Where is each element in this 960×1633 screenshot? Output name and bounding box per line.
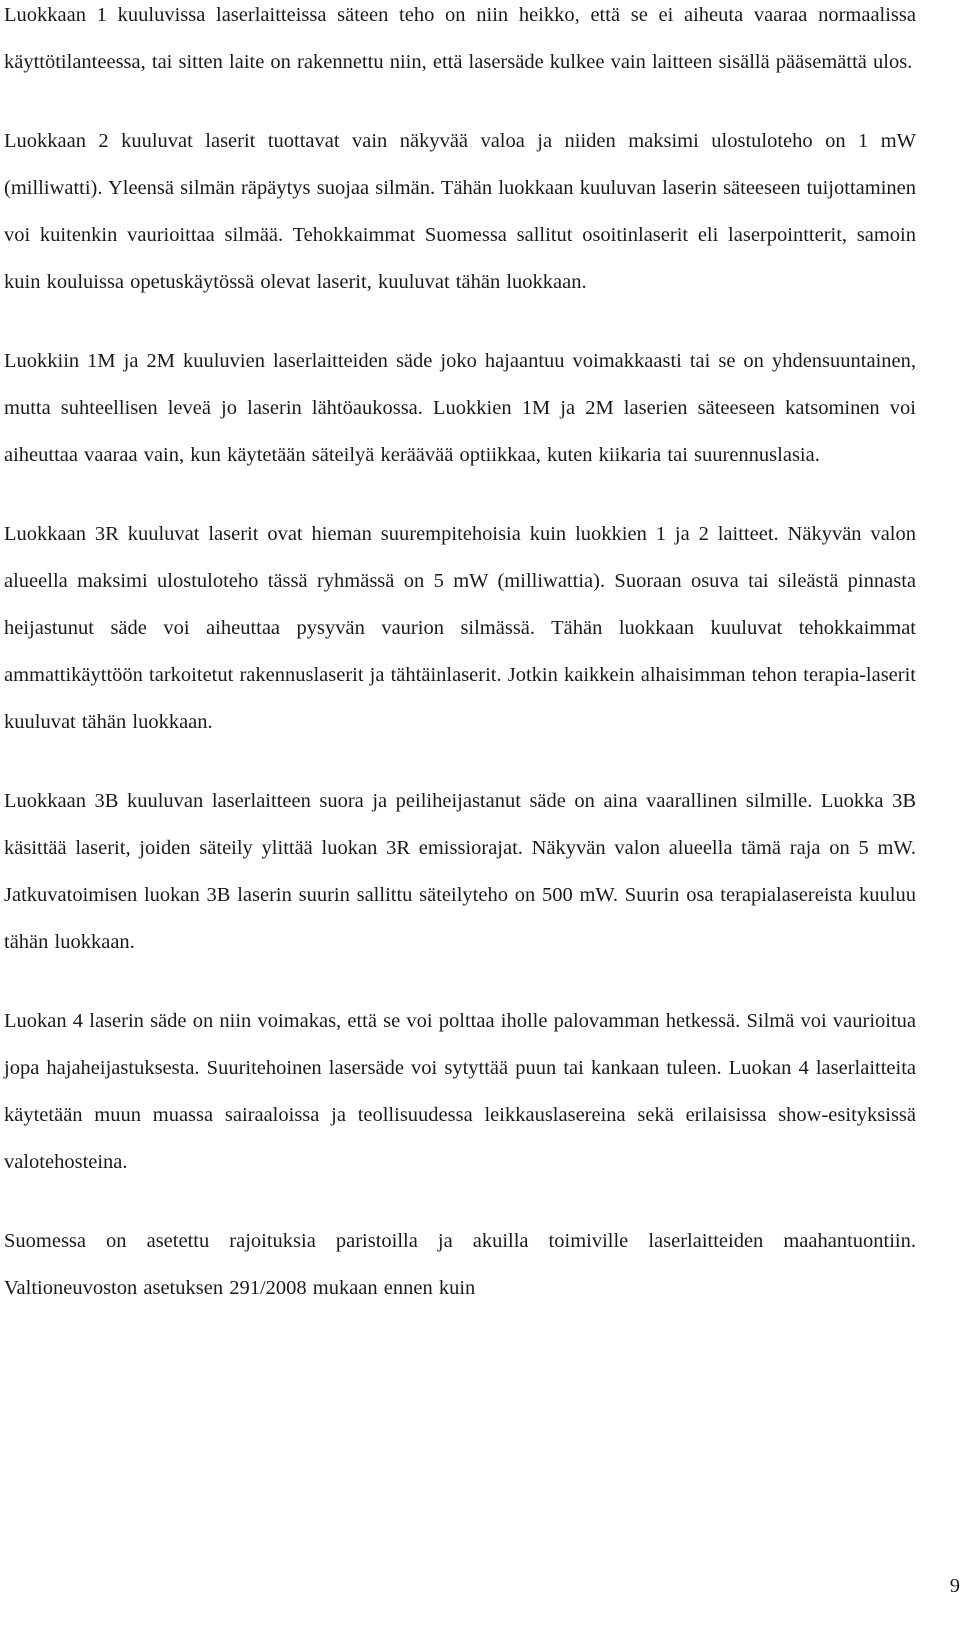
document-body — [4, 0, 916, 1344]
page-number: 9 — [949, 1575, 960, 1597]
paragraph-import-restrictions: Suomessa on asetettu rajoituksia paristoilla ja akuilla toimiville laserlaitteiden maahantuontiin. Valtioneuvoston asetuksen 291/2008 mukaan ennen kuin — [4, 1230, 916, 1299]
paragraph-class-1: Luokkaan 1 kuuluvissa laserlaitteissa säteen teho on niin heikko, että se ei aiheuta vaaraa normaalissa käyttötilanteessa, tai sitten laite on rakennettu niin, että lasersäde kulkee vain laitteen sisällä pääsemättä ulos. — [4, 4, 916, 73]
paragraph-class-4: Luokan 4 laserin säde on niin voimakas, että se voi polttaa iholle palovamman hetkessä. Silmä voi vaurioitua jopa hajaheijastuksesta. Suuritehoinen lasersäde voi sytyttää puun tai kankaan tuleen. Luokan 4 laserlaitteita käytetään muun muassa sairaaloissa ja teollisuudessa leikkauslasereina sekä erilaisissa show-esityksissä valotehosteina. — [4, 1010, 916, 1173]
paragraph-class-3r: Luokkaan 3R kuuluvat laserit ovat hieman suurempitehoisia kuin luokkien 1 ja 2 laitteet. Näkyvän valon alueella maksimi ulostuloteho tässä ryhmässä on 5 mW (milliwattia). Suoraan osuva tai sileästä pinnasta heijastunut säde voi aiheuttaa pysyvän vaurion silmässä. Tähän luokkaan kuuluvat tehokkaimmat ammattikäyttöön tarkoitetut rakennuslaserit ja tähtäinlaserit. Jotkin kaikkein alhaisimman tehon terapia-laserit kuuluvat tähän luokkaan. — [4, 523, 916, 733]
paragraph-class-1m-2m: Luokkiin 1M ja 2M kuuluvien laserlaitteiden säde joko hajaantuu voimakkaasti tai se on yhdensuuntainen, mutta suhteellisen leveä jo laserin lähtöaukossa. Luokkien 1M ja 2M laserien säteeseen katsominen voi aiheuttaa vaaraa vain, kun käytetään säteilyä keräävää optiikkaa, kuten kiikaria tai suurennuslasia. — [4, 350, 916, 466]
paragraph-class-3b: Luokkaan 3B kuuluvan laserlaitteen suora ja peiliheijastanut säde on aina vaarallinen silmille. Luokka 3B käsittää laserit, joiden säteily ylittää luokan 3R emissiorajat. Näkyvän valon alueella tämä raja on 5 mW. Jatkuvatoimisen luokan 3B laserin suurin sallittu säteilyteho on 500 mW. Suurin osa terapialasereista kuuluu tähän luokkaan. — [4, 790, 916, 953]
paragraph-class-2: Luokkaan 2 kuuluvat laserit tuottavat vain näkyvää valoa ja niiden maksimi ulostuloteho on 1 mW (milliwatti). Yleensä silmän räpäytys suojaa silmän. Tähän luokkaan kuuluvan laserin säteeseen tuijottaminen voi kuitenkin vaurioittaa silmää. Tehokkaimmat Suomessa sallitut osoitinlaserit eli laserpointterit, samoin kuin kouluissa opetuskäytössä olevat laserit, kuuluvat tähän luokkaan. — [4, 130, 916, 293]
